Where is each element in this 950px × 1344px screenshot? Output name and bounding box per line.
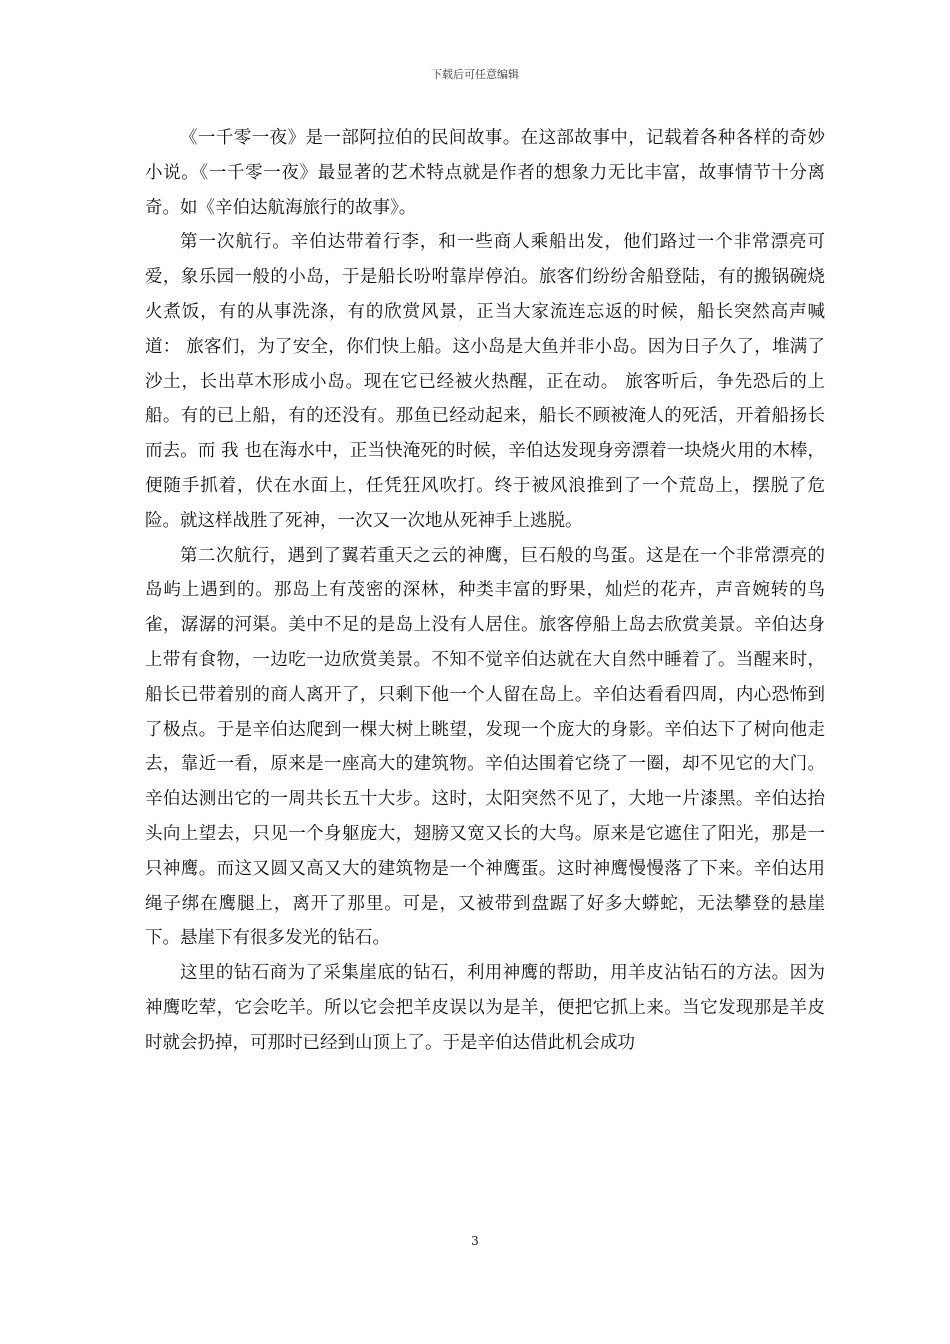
page-header: 下载后可任意编辑 bbox=[431, 68, 519, 81]
document-body bbox=[145, 121, 825, 1061]
paragraph-diamond-merchants: 这里的钻石商为了采集崖底的钻石，利用神鹰的帮助，用羊皮沾钻石的方法。因为神鹰吃荤，它会吃羊。所以它会把羊皮误以为是羊，便把它抓上来。当它发现那是羊皮时就会扔掉，可那时已经到山顶上了。于是辛伯达借此机会成功 bbox=[145, 963, 825, 1053]
paragraph-intro: 《一千零一夜》是一部阿拉伯的民间故事。在这部故事中，记载着各种各样的奇妙小说。《一千零一夜》最显著的艺术特点就是作者的想象力无比丰富，故事情节十分离奇。如《辛伯达航海旅行的故事》。 bbox=[145, 128, 825, 218]
paragraph-second-voyage: 第二次航行，遇到了翼若重天之云的神鹰，巨石般的鸟蛋。这是在一个非常漂亮的岛屿上遇到的。那岛上有茂密的深林，种类丰富的野果，灿烂的花卉，声音婉转的鸟雀，潺潺的河渠。美中不足的是岛上没有人居住。旅客停船上岛去欣赏美景。辛伯达身上带有食物，一边吃一边欣赏美景。不知不觉辛伯达就在大自然中睡着了。当醒来时，船长已带着别的商人离开了，只剩下他一个人留在岛上。辛伯达看看四周，内心恐怖到了极点。于是辛伯达爬到一棵大树上眺望，发现一个庞大的身影。辛伯达下了树向他走去，靠近一看，原来是一座高大的建筑物。辛伯达围着它绕了一圈，却不见它的大门。辛伯达测出它的一周共长五十大步。这时，太阳突然不见了，大地一片漆黑。辛伯达抬头向上望去，只见一个身躯庞大，翅膀又宽又长的大鸟。原来是它遮住了阳光，那是一只神鹰。而这又圆又高又大的建筑物是一个神鹰蛋。这时神鹰慢慢落了下来。辛伯达用绳子绑在鹰腿上，离开了那里。可是，又被带到盘踞了好多大蟒蛇，无法攀登的悬崖下。悬崖下有很多发光的钻石。 bbox=[145, 545, 825, 949]
page-number: 3 bbox=[471, 1234, 479, 1248]
paragraph-first-voyage: 第一次航行。辛伯达带着行李，和一些商人乘船出发，他们路过一个非常漂亮可爱，象乐园一般的小岛，于是船长吩咐靠岸停泊。旅客们纷纷舍船登陆，有的搬锅碗烧火煮饭，有的从事洗涤，有的欣赏风景，正当大家流连忘返的时候，船长突然高声喊道： 旅客们，为了安全，你们快上船。这小岛是大鱼并非小岛。因为日子久了，堆满了沙土，长出草木形成小岛。现在它已经被火热醒，正在动。 旅客听后，争先恐后的上船。有的已上船，有的还没有。那鱼已经动起来，船长不顾被淹人的死活，开着船扬长而去。而 我 也在海水中，正当快淹死的时候，辛伯达发现身旁漂着一块烧火用的木棒，便随手抓着，伏在水面上，任凭狂风吹打。终于被风浪推到了一个荒岛上，摆脱了危险。就这样战胜了死神，一次又一次地从死神手上逃脱。 bbox=[145, 232, 825, 531]
